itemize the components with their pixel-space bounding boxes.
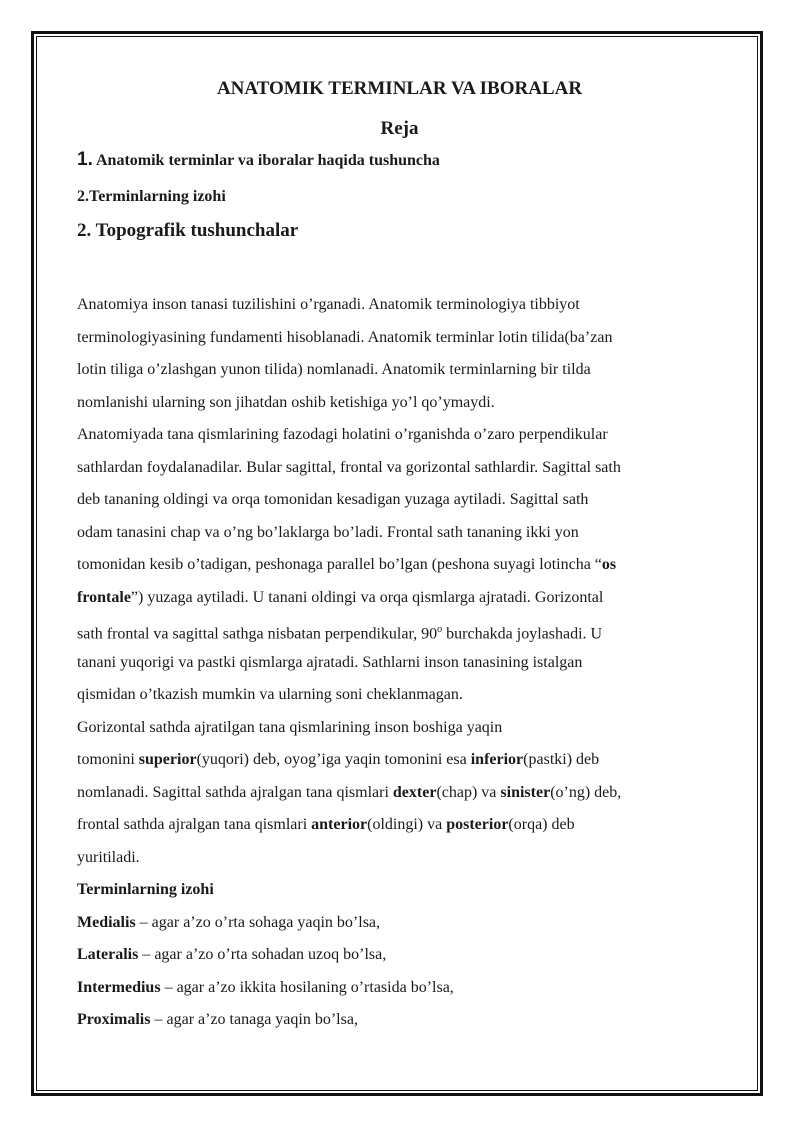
paragraph-2 (77, 419, 722, 712)
latin-term-anterior: anterior (311, 816, 368, 833)
term-name: Intermedius (77, 978, 161, 996)
degree-superscript: o (437, 624, 443, 635)
text-line: deb tananing oldingi va orqa tomonidan kesadigan yuzaga aytiladi. Sagittal sath (77, 491, 589, 508)
term-definition: – agar a’zo tanaga yaqin bo’lsa, (150, 1011, 358, 1028)
latin-term-frontale: frontale (77, 588, 131, 606)
text-run: (o’ng) deb, (550, 783, 622, 801)
text-line (77, 744, 722, 777)
plan-item-2: 2.Terminlarning izohi (77, 188, 226, 205)
term-name: Proximalis (77, 1011, 151, 1028)
plan-item-1-text: Anatomik terminlar va iboralar haqida tushuncha (95, 152, 440, 169)
text-line: yuritiladi. (77, 848, 140, 866)
term-definition: – agar a’zo o’rta sohaga yaqin bo’lsa, (135, 913, 381, 931)
paragraph-1 (77, 289, 722, 419)
text-run: ”) yuzaga aytiladi. U tanani oldingi va orqa qismlarga ajratadi. Gorizontal (130, 588, 604, 606)
terms-section (77, 874, 722, 1037)
text-run: (yuqori) deb, oyog’iga yaqin tomonini esa (196, 751, 471, 768)
text-run: nomlanadi. Sagittal sathda ajralgan tana qismlari (77, 783, 393, 801)
text-line: sathlardan foydalanadilar. Bular sagittal, frontal va gorizontal sathlardir. Sagittal sath (77, 458, 621, 476)
term-item (77, 939, 722, 972)
plan-item-3: 2. Topografik tushunchalar (77, 220, 299, 241)
text-run: (oldingi) va (367, 816, 447, 833)
text-run: sath frontal va sagittal sathga nisbatan perpendikular, 90 (77, 625, 438, 643)
text-line: odam tanasini chap va o’ng bo’laklarga bo’ladi. Frontal sath tananing ikki yon (77, 523, 579, 541)
text-line: Anatomiya inson tanasi tuzilishini o’rganadi. Anatomik terminologiya tibbiyot (77, 296, 580, 313)
term-definition: – agar a’zo ikkita hosilaning o’rtasida bo’lsa, (160, 978, 454, 996)
term-definition: – agar a’zo o’rta sohadan uzoq bo’lsa, (138, 946, 387, 963)
text-line: tanani yuqorigi va pastki qismlarga ajratadi. Sathlarni inson tanasining istalgan (77, 653, 583, 671)
latin-term-inferior: inferior (470, 751, 524, 768)
term-name: Medialis (77, 913, 136, 931)
text-line (77, 614, 722, 647)
text-run: burchakda joylashadi. U (442, 625, 603, 643)
text-line (77, 549, 722, 582)
text-line (77, 809, 722, 842)
paragraph-3 (77, 712, 722, 875)
plan-list (77, 149, 722, 244)
term-item (77, 907, 722, 940)
text-line (77, 777, 722, 810)
text-line (77, 582, 722, 615)
text-run: frontal sathda ajralgan tana qismlari (77, 816, 312, 833)
document-title: ANATOMIK TERMINLAR VA IBORALAR (216, 78, 583, 99)
latin-term-os: os (601, 556, 617, 573)
latin-term-dexter: dexter (392, 783, 437, 801)
latin-term-posterior: posterior (446, 816, 509, 833)
term-item (77, 972, 722, 1005)
text-line: terminologiyasining fundamenti hisoblanadi. Anatomik terminlar lotin tilida(ba’zan (77, 328, 613, 346)
plan-heading: Reja (380, 118, 419, 139)
body-text (77, 289, 722, 1037)
text-run: (pastki) deb (523, 751, 600, 768)
text-run: (orqa) deb (508, 816, 575, 833)
text-line: qismidan o’tkazish mumkin va ularning soni cheklanmagan. (77, 686, 463, 703)
text-line: nomlanishi ularning son jihatdan oshib ketishiga yo’l qo’ymaydi. (77, 393, 495, 411)
text-run: (chap) va (436, 783, 501, 801)
text-run: tomonini (77, 751, 139, 768)
term-name: Lateralis (77, 946, 139, 963)
document-content (77, 74, 722, 1037)
text-line: Gorizontal sathda ajratilgan tana qismlarining inson boshiga yaqin (77, 718, 503, 736)
plan-item-1-number: 1. (77, 149, 93, 170)
latin-term-sinister: sinister (500, 783, 551, 801)
text-line: Anatomiyada tana qismlarining fazodagi holatini o’rganishda o’zaro perpendikular (77, 426, 608, 443)
text-line: lotin tiligа o’zlashgan yunon tilida) nomlanadi. Anatomik terminlarning bir tilda (77, 361, 591, 378)
text-run: tomonidan kesib o’tadigan, peshonaga parallel bo’lgan (peshona suyagi lotincha “ (77, 556, 602, 573)
term-item (77, 1004, 722, 1037)
plan-item-1 (77, 149, 722, 171)
latin-term-superior: superior (138, 751, 197, 768)
terms-heading: Terminlarning izohi (77, 881, 214, 898)
